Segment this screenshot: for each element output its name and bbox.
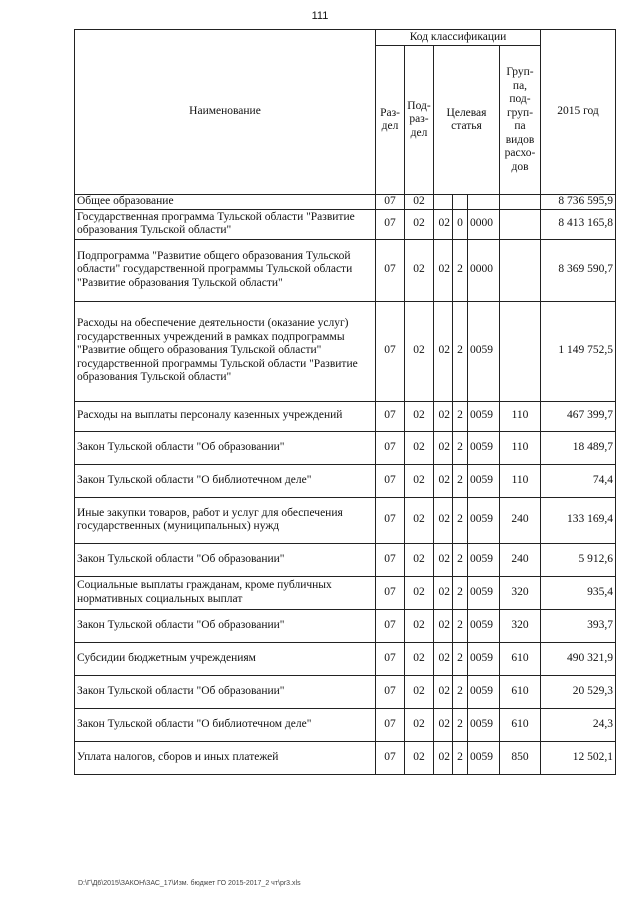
row-amount: 467 399,7 — [541, 401, 616, 431]
table-row — [75, 642, 616, 675]
table-row — [75, 497, 616, 543]
row-razdel: 07 — [376, 576, 405, 609]
row-expense-group: 610 — [500, 675, 541, 708]
header-target-article: Целевая статья — [434, 46, 500, 195]
row-podrazdel: 02 — [405, 464, 434, 497]
row-target-direction: 0059 — [468, 642, 500, 675]
row-target-direction: 0059 — [468, 675, 500, 708]
row-expense-group — [500, 209, 541, 239]
row-expense-group: 320 — [500, 576, 541, 609]
row-amount: 24,3 — [541, 708, 616, 741]
row-target-program: 02 — [434, 464, 453, 497]
row-podrazdel: 02 — [405, 576, 434, 609]
row-target-program: 02 — [434, 576, 453, 609]
row-podrazdel: 02 — [405, 708, 434, 741]
header-name: Наименование — [75, 30, 376, 195]
row-target-subprogram: 2 — [453, 239, 468, 301]
row-target-program: 02 — [434, 741, 453, 774]
table-row — [75, 195, 616, 210]
row-amount: 5 912,6 — [541, 543, 616, 576]
row-amount: 393,7 — [541, 609, 616, 642]
row-target-subprogram: 2 — [453, 642, 468, 675]
row-razdel: 07 — [376, 543, 405, 576]
row-amount: 74,4 — [541, 464, 616, 497]
row-target-subprogram: 2 — [453, 741, 468, 774]
row-target-program: 02 — [434, 642, 453, 675]
row-name: Субсидии бюджетным учреждениям — [75, 642, 376, 675]
row-target-direction: 0059 — [468, 543, 500, 576]
row-name: Закон Тульской области "О библиотечном деле" — [75, 708, 376, 741]
row-target-subprogram: 2 — [453, 431, 468, 464]
row-target-program: 02 — [434, 301, 453, 401]
row-target-program: 02 — [434, 239, 453, 301]
row-target-subprogram: 2 — [453, 401, 468, 431]
row-razdel: 07 — [376, 301, 405, 401]
table-row — [75, 741, 616, 774]
header-classification-code: Код классификации — [376, 30, 541, 46]
row-target-subprogram: 2 — [453, 301, 468, 401]
row-target-subprogram: 2 — [453, 497, 468, 543]
table-row — [75, 209, 616, 239]
row-podrazdel: 02 — [405, 239, 434, 301]
row-podrazdel: 02 — [405, 675, 434, 708]
row-name: Расходы на выплаты персоналу казенных учреждений — [75, 401, 376, 431]
row-expense-group — [500, 301, 541, 401]
row-target-subprogram: 2 — [453, 464, 468, 497]
row-target-program: 02 — [434, 609, 453, 642]
row-target-direction: 0059 — [468, 708, 500, 741]
table-row — [75, 401, 616, 431]
row-name: Социальные выплаты гражданам, кроме публичных нормативных социальных выплат — [75, 576, 376, 609]
row-podrazdel: 02 — [405, 642, 434, 675]
row-amount: 133 169,4 — [541, 497, 616, 543]
row-podrazdel: 02 — [405, 401, 434, 431]
table-header — [75, 30, 616, 195]
row-podrazdel: 02 — [405, 195, 434, 210]
row-name: Иные закупки товаров, работ и услуг для обеспечения государственных (муниципальных) нужд — [75, 497, 376, 543]
row-razdel: 07 — [376, 675, 405, 708]
table-row — [75, 543, 616, 576]
row-amount: 8 736 595,9 — [541, 195, 616, 210]
page-number: 111 — [311, 10, 329, 22]
row-target-direction: 0000 — [468, 239, 500, 301]
header-expense-group: Груп- па, под- груп- па видов расхо- дов — [500, 46, 541, 195]
row-razdel: 07 — [376, 609, 405, 642]
header-podrazdel: Под- раз- дел — [405, 46, 434, 195]
row-target-subprogram — [453, 195, 468, 210]
row-name: Государственная программа Тульской области "Развитие образования Тульской области" — [75, 209, 376, 239]
row-target-program: 02 — [434, 401, 453, 431]
row-target-subprogram: 2 — [453, 543, 468, 576]
row-expense-group: 110 — [500, 464, 541, 497]
row-target-program: 02 — [434, 675, 453, 708]
row-name: Общее образование — [75, 195, 376, 210]
row-target-subprogram: 2 — [453, 675, 468, 708]
row-target-direction: 0059 — [468, 301, 500, 401]
row-name: Расходы на обеспечение деятельности (оказание услуг) государственных учреждений в рамках подпрограммы "Развитие общего образования Тульской области" государственной программы Тульской области "Развитие образования Тульской области" — [75, 301, 376, 401]
row-podrazdel: 02 — [405, 209, 434, 239]
header-razdel: Раз- дел — [376, 46, 405, 195]
row-target-program: 02 — [434, 497, 453, 543]
row-target-program: 02 — [434, 708, 453, 741]
table-row — [75, 464, 616, 497]
row-target-direction: 0059 — [468, 576, 500, 609]
row-razdel: 07 — [376, 239, 405, 301]
table-body — [75, 195, 616, 775]
row-target-direction: 0059 — [468, 497, 500, 543]
row-razdel: 07 — [376, 464, 405, 497]
row-expense-group: 240 — [500, 543, 541, 576]
table-row — [75, 675, 616, 708]
row-amount: 20 529,3 — [541, 675, 616, 708]
row-target-subprogram: 2 — [453, 576, 468, 609]
row-razdel: 07 — [376, 431, 405, 464]
row-name: Закон Тульской области "Об образовании" — [75, 675, 376, 708]
row-expense-group: 610 — [500, 642, 541, 675]
row-expense-group: 110 — [500, 401, 541, 431]
table-row — [75, 301, 616, 401]
row-name: Закон Тульской области "Об образовании" — [75, 543, 376, 576]
row-target-program: 02 — [434, 431, 453, 464]
row-razdel: 07 — [376, 497, 405, 543]
row-amount: 18 489,7 — [541, 431, 616, 464]
row-target-program: 02 — [434, 209, 453, 239]
row-razdel: 07 — [376, 741, 405, 774]
table-row — [75, 239, 616, 301]
row-amount: 12 502,1 — [541, 741, 616, 774]
row-podrazdel: 02 — [405, 431, 434, 464]
row-amount: 8 369 590,7 — [541, 239, 616, 301]
row-target-subprogram: 0 — [453, 209, 468, 239]
row-amount: 1 149 752,5 — [541, 301, 616, 401]
row-target-direction: 0059 — [468, 741, 500, 774]
row-amount: 8 413 165,8 — [541, 209, 616, 239]
row-name: Закон Тульской области "Об образовании" — [75, 431, 376, 464]
row-target-direction: 0059 — [468, 464, 500, 497]
row-razdel: 07 — [376, 642, 405, 675]
row-podrazdel: 02 — [405, 741, 434, 774]
file-path-footer: D:\Г\Д6\2015\ЗАКОН\ЗАС_17\Изм. бюджет ГО 2015-2017_2 чт\pr3.xls — [78, 880, 301, 887]
row-target-program: 02 — [434, 543, 453, 576]
row-expense-group — [500, 195, 541, 210]
row-name: Закон Тульской области "Об образовании" — [75, 609, 376, 642]
row-expense-group — [500, 239, 541, 301]
row-expense-group: 110 — [500, 431, 541, 464]
row-podrazdel: 02 — [405, 609, 434, 642]
row-amount: 935,4 — [541, 576, 616, 609]
row-razdel: 07 — [376, 195, 405, 210]
table-row — [75, 576, 616, 609]
row-name: Закон Тульской области "О библиотечном деле" — [75, 464, 376, 497]
row-target-direction — [468, 195, 500, 210]
row-target-direction: 0059 — [468, 431, 500, 464]
table-row — [75, 708, 616, 741]
row-podrazdel: 02 — [405, 301, 434, 401]
row-name: Подпрограмма "Развитие общего образования Тульской области" государственной программы Тульской области "Развитие образования Тульской области" — [75, 239, 376, 301]
row-name: Уплата налогов, сборов и иных платежей — [75, 741, 376, 774]
row-target-direction: 0059 — [468, 609, 500, 642]
row-razdel: 07 — [376, 708, 405, 741]
row-target-subprogram: 2 — [453, 609, 468, 642]
row-target-direction: 0000 — [468, 209, 500, 239]
row-target-subprogram: 2 — [453, 708, 468, 741]
row-target-program — [434, 195, 453, 210]
row-amount: 490 321,9 — [541, 642, 616, 675]
row-expense-group: 610 — [500, 708, 541, 741]
row-razdel: 07 — [376, 209, 405, 239]
row-razdel: 07 — [376, 401, 405, 431]
table-row — [75, 431, 616, 464]
row-expense-group: 240 — [500, 497, 541, 543]
table-row — [75, 609, 616, 642]
row-target-direction: 0059 — [468, 401, 500, 431]
row-podrazdel: 02 — [405, 543, 434, 576]
header-year: 2015 год — [541, 30, 616, 195]
budget-table — [74, 29, 616, 775]
row-expense-group: 850 — [500, 741, 541, 774]
row-expense-group: 320 — [500, 609, 541, 642]
row-podrazdel: 02 — [405, 497, 434, 543]
